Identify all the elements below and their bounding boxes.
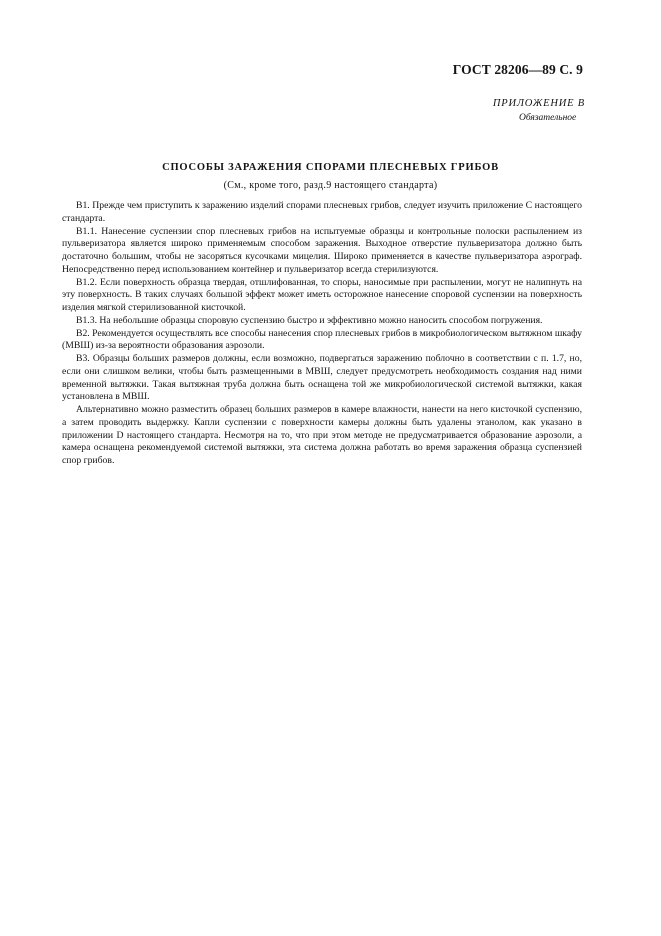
paragraph-b1-3: В1.3. На небольшие образцы споровую суспензию быстро и эффективно можно наносить способом погружения. — [76, 314, 543, 326]
paragraph-b3: В3. Образцы больших размеров должны, если возможно, подвергаться заражению поблочно в соответствии с п. 1.7, но, если они слишком велики, чтобы быть размещенными в МВШ, следует предусмотреть необходимость создания над ними временной вытяжки. Такая вытяжная труба должна быть оснащена той же микробиологической системой вытяжки, какая установлена в МВШ. — [62, 353, 582, 403]
section-subtitle: (См., кроме того, разд.9 настоящего стандарта) — [223, 180, 438, 191]
annex-status: Обязательное — [519, 113, 577, 123]
annex-title: ПРИЛОЖЕНИЕ В — [492, 98, 585, 109]
paragraph-b2: В2. Рекомендуется осуществлять все способы нанесения спор плесневых грибов в микробиологическом вытяжном шкафу (МВШ) из-за вероятности образования аэрозоли. — [62, 327, 583, 352]
body-text — [62, 200, 582, 468]
paragraph-b1: В1. Прежде чем приступить к заражению изделий спорами плесневых грибов, следует изучить приложение С настоящего стандарта. — [62, 200, 582, 224]
section-title: СПОСОБЫ ЗАРАЖЕНИЯ СПОРАМИ ПЛЕСНЕВЫХ ГРИБОВ — [162, 162, 499, 173]
page-header: ГОСТ 28206—89 С. 9 — [452, 62, 583, 77]
annex-block — [425, 96, 585, 126]
paragraph-b1-2: В1.2. Если поверхность образца твердая, отшлифованная, то споры, наносимые при распылении, могут не налипнуть на эту поверхность. В таких случаях большой эффект может иметь осторожное нанесение споровой суспензии на поверхность изделия мягкой стерилизованной кисточкой. — [62, 276, 582, 313]
paragraph-b1-1: В1.1. Нанесение суспензии спор плесневых грибов на испытуемые образцы и контрольные полоски распылением из пульверизатора является широко применяемым способом заражения. Выходное отверстие пульверизатора должно быть достаточно большим, чтобы не засоряться кусочками мицелия. Широко применяется в качестве пульверизатора аэрограф. Непосредственно перед использованием контейнер и пульверизатор всегда стерилизуются. — [62, 225, 582, 275]
paragraph-alternative: Альтернативно можно разместить образец больших размеров в камере влажности, нанести на него кисточкой суспензию, а затем проводить выдержку. Капли суспензии с поверхности камеры должны быть удалены этанолом, как указано в приложении D настоящего стандарта. Несмотря на то, что при этом методе не предусматривается образование аэрозоли, а камера оснащена рекомендуемой системой вытяжки, эта система должна работать во время заражения образца суспензией спор грибов. — [62, 404, 582, 466]
